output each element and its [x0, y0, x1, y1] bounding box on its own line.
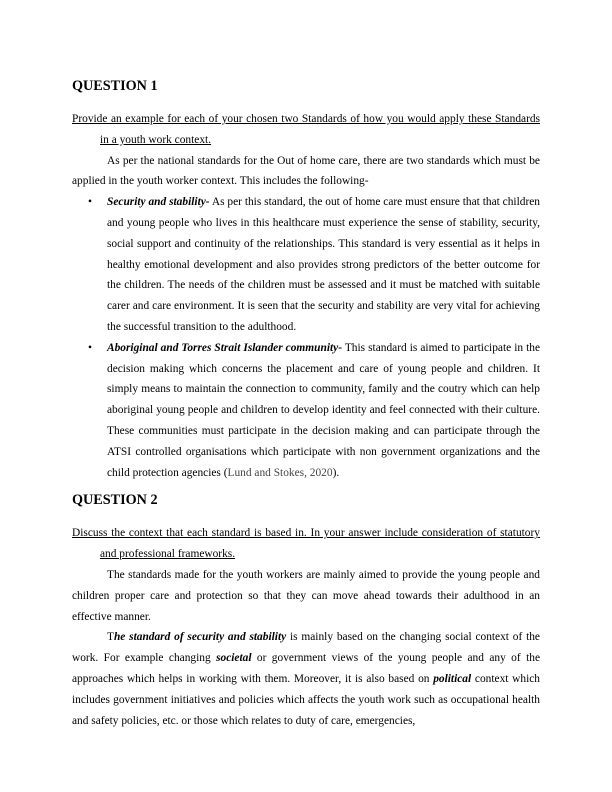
- list-item: [72, 338, 540, 484]
- bullet-icon: •: [88, 341, 92, 354]
- para-emphasis: societal: [216, 652, 252, 665]
- standard-title: Aboriginal and Torres Strait Islander community-: [107, 341, 342, 354]
- standard-text: This standard is aimed to participate in the decision making which concerns the placement and care of young people and children. It simply means to maintain the connection to community, family and the coutry which can help aboriginal young people and children to develop identity and feel connected with their culture. These communities must participate in the decision making and can participate through the ATSI controlled organisations which participate with non government organizations and the child protection agencies (: [107, 341, 540, 479]
- para-text: is mainly based on the changing social context of the work. For example changing: [72, 631, 540, 665]
- question-2-paragraph-2: [72, 627, 540, 731]
- question-1-heading: QUESTION 1: [72, 78, 158, 94]
- question-2-prompt: Discuss the context that each standard is based in. In your answer include consideration of statutory and professional frameworks.: [72, 527, 540, 561]
- list-item: [72, 192, 540, 338]
- question-2-paragraph-1: The standards made for the youth workers are mainly aimed to provide the young people and children proper care and protection so that they can move ahead towards their adulthood in an effective manner.: [72, 568, 540, 623]
- para-text: T: [107, 631, 114, 644]
- para-emphasis: he standard of security and stability: [113, 631, 287, 644]
- standard-title: Security and stability-: [107, 196, 210, 209]
- question-2-heading: QUESTION 2: [72, 492, 158, 509]
- standard-text: As per this standard, the out of home care must ensure that that children and young people who lives in this healthcare must experience the sense of stability, security, social support and continuity of the relationships. This standard is very essential as it helps in healthy emotional development and also provides strong predictors of the better outcome for the children. The needs of the children must be assessed and it must be matched with suitable carer and care environment. It is seen that the security and stability are very vital for achieving the successful transition to the adulthood.: [107, 196, 540, 333]
- standards-list: [72, 192, 540, 483]
- question-1-prompt: Provide an example for each of your chosen two Standards of how you would apply these Standards in a youth work context.: [72, 113, 540, 146]
- document-body: [72, 76, 540, 731]
- question-1-intro: As per the national standards for the Out of home care, there are two standards which must be applied in the youth worker context. This includes the following-: [72, 154, 540, 188]
- bullet-icon: •: [88, 196, 92, 209]
- citation: Lund and Stokes, 2020: [227, 466, 333, 479]
- standard-text-end: ).: [332, 466, 340, 479]
- para-text: or government views of the young people and any of the approaches which helps in working with them. Moreover, it is also based on: [72, 652, 540, 685]
- para-text: context which includes government initiatives and policies which affects the youth work such as occupational health and safety policies, etc. or those which relates to duty of care, emergencies,: [72, 672, 540, 727]
- para-emphasis: political: [433, 672, 472, 685]
